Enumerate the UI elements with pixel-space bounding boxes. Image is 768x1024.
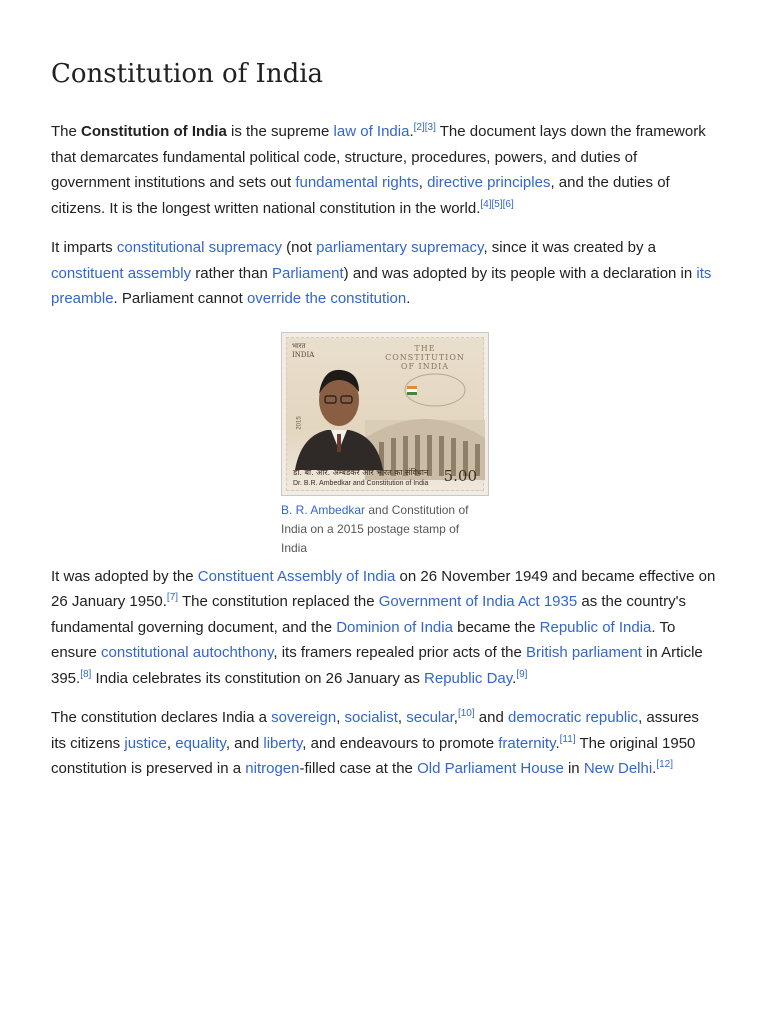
stamp-title: THE CONSTITUTION OF INDIA [385,343,465,371]
text: It imparts [51,239,117,256]
portrait-tie [337,434,341,452]
text: , [336,709,345,726]
paragraph-intro [51,119,717,221]
text: on 26 November 1949 and became effective on 26 January 1950. [51,567,716,610]
stamp-country [292,342,314,360]
flag-saffron [407,386,417,389]
citation-link[interactable]: [3] [424,122,436,133]
bold-term: Constitution of India [81,123,227,140]
text: became the [452,618,540,636]
stamp-caption-english: Dr. B.R. Ambedkar and Constitution of India [293,479,429,487]
citation [516,669,527,680]
text: in Article 395. [51,644,703,687]
text: The original 1950 constitution is preserved in a [51,734,696,777]
stamp-figure [281,332,489,558]
link-parliament[interactable]: Parliament [271,264,344,282]
link-liberty[interactable]: liberty [263,734,303,752]
text: It was adopted by the [51,567,198,585]
citation [480,199,513,210]
text: The constitution replaced the [178,593,379,610]
stamp-year: 2015 [296,415,303,430]
link-parliamentary-supremacy[interactable]: parliamentary supremacy [316,239,484,256]
citation [167,592,178,603]
text: . To ensure [51,618,676,661]
text: . [555,734,560,752]
caption-text: and Constitution of India on a 2015 postage stamp of India [281,502,469,555]
link-constituent-assembly[interactable]: constituent assembly [51,264,192,282]
text: rather than [191,264,272,282]
link-old-parliament-house[interactable]: Old Parliament House [417,760,564,777]
link-constituent-assembly-of-india[interactable]: Constituent Assembly of India [197,567,396,585]
text: . [406,290,411,307]
text: as the country's fundamental governing document, and the [51,593,686,636]
citation [80,669,91,680]
text: , and the duties of citizens. It is the longest written national constitution in the world. [51,174,670,217]
text: . [512,669,517,687]
citation-link[interactable]: [9] [516,668,528,680]
stamp-caption-hindi: डा. बी. आर. अम्बेडकर और भारत का संविधान [293,467,429,477]
text: , [397,709,407,726]
text: The [51,123,82,140]
citation-link[interactable]: [12] [656,759,674,770]
link-republic-of-india[interactable]: Republic of India [539,618,652,636]
text: . [409,123,414,140]
paragraph-adoption [51,564,717,692]
link-law-of-india[interactable]: law of India [333,123,410,140]
link-ambedkar[interactable]: B. R. Ambedkar [281,502,366,517]
link-directive-principles[interactable]: directive principles [427,174,551,191]
citation-link[interactable]: [11] [559,733,576,745]
text: and [474,709,508,726]
link-secular[interactable]: secular [406,709,454,726]
stamp-country-en: INDIA [292,350,315,359]
link-dominion-of-india[interactable]: Dominion of India [336,618,453,636]
citation [458,708,475,719]
text: , since it was created by a [483,239,657,256]
citation-link[interactable]: [5] [491,198,503,210]
text: . [652,760,657,777]
link-justice[interactable]: justice [124,734,167,752]
text: is the supreme [226,123,334,140]
text: , [453,709,458,726]
citation-link[interactable]: [2] [413,122,425,133]
link-socialist[interactable]: socialist [344,709,398,726]
figure-caption [281,501,481,558]
text: The constitution declares India a [51,709,272,726]
text: , [418,174,428,191]
flag-green [407,392,417,395]
link-sovereign[interactable]: sovereign [271,709,337,726]
text: , and endeavours to promote [302,734,499,752]
text: -filled case at the [299,760,418,777]
link-override[interactable]: override the constitution [246,290,407,307]
link-constitutional-autochthony[interactable]: constitutional autochthony [101,644,274,661]
link-british-parliament[interactable]: British parliament [526,644,642,661]
citation-link[interactable]: [10] [457,708,475,719]
text: . Parliament cannot [113,290,247,307]
text: , assures its citizens [51,709,699,752]
text: ) and was adopted by its people with a declaration in [343,264,697,282]
link-new-delhi[interactable]: New Delhi [583,760,653,777]
text: in [563,760,584,777]
citation-link[interactable]: [6] [502,198,514,210]
link-republic-day[interactable]: Republic Day [424,669,513,687]
paragraph-supremacy [51,235,717,312]
link-fraternity[interactable]: fraternity [498,734,556,752]
stamp-value: 5.00 [443,466,477,485]
text: (not [281,239,317,256]
citation-link[interactable]: [7] [166,592,179,603]
text: India celebrates its constitution on 26 January as [91,669,425,687]
paragraph-declaration [51,705,717,782]
text: , its framers repealed prior acts of the [273,644,526,661]
text: , [166,734,176,752]
citation [560,734,576,745]
link-nitrogen[interactable]: nitrogen [245,760,300,777]
text: The document lays down the framework that demarcates fundamental political code, structure, procedures, powers, and duties of government institutions and sets out [51,123,706,191]
link-constitutional-supremacy[interactable]: constitutional supremacy [116,239,282,256]
citation [414,122,436,133]
link-fundamental-rights[interactable]: fundamental rights [295,174,419,191]
citation-link[interactable]: [4] [480,198,492,210]
flag-white [407,389,417,392]
stamp-country-hi: भारत [292,341,306,350]
citation [656,759,673,770]
link-goi-act-1935[interactable]: Government of India Act 1935 [378,593,578,610]
link-equality[interactable]: equality [175,734,226,752]
stamp-frame [286,337,484,491]
link-preamble[interactable]: its preamble [51,264,712,307]
citation-link[interactable]: [8] [80,668,92,680]
stamp-image[interactable] [281,332,489,496]
text: , and [225,734,264,752]
link-democratic-republic[interactable]: democratic republic [508,709,639,726]
page-title: Constitution of India [51,59,324,89]
